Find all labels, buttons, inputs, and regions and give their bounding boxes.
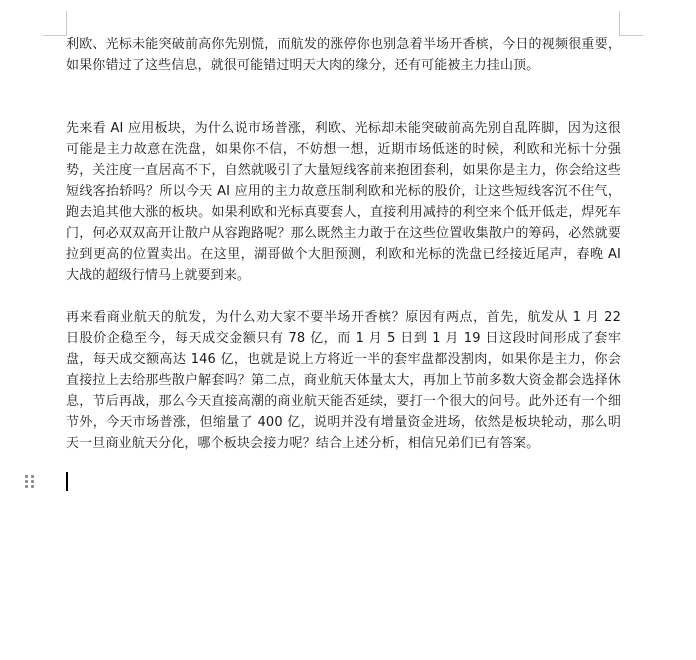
page-corner-mark-top-right-horizontal xyxy=(619,35,643,36)
paragraph-aerospace-sector[interactable]: 再来看商业航天的航发，为什么劝大家不要半场开香槟？原因有两点，首先，航发从 1 月 22 日股价企稳至今，每天成交金额只有 78 亿，而 1 月 5 日到 1 月 19 日这段时间形成了套牢盘，每天成交额高达 146 亿，也就是说上方将近一半的套牢盘都没割肉，如果你是主力，你会直接拉上去给那些散户解套吗？第二点，商业航天体量太大，再加上节前多数大资金都会选择休息，节后再战，那么今天直接高潮的商业航天能否延续，要打一个很大的问号。此外还有一个细节外，今天市场普涨，但缩量了 400 亿，说明并没有增量资金进场，依然是板块轮动，那么明天一旦商业航天分化，哪个板块会接力呢？结合上述分析，相信兄弟们已有答案。 xyxy=(66,310,621,451)
text-cursor xyxy=(66,472,68,491)
page-corner-mark-top-left xyxy=(66,11,67,36)
drag-handle-icon[interactable] xyxy=(24,474,36,490)
document-body[interactable] xyxy=(66,34,621,454)
empty-line xyxy=(66,76,621,118)
paragraph-ai-sector[interactable]: 先来看 AI 应用板块，为什么说市场普涨，利欧、光标却未能突破前高先别自乱阵脚，因为这很可能是主力故意在洗盘，如果你不信，不妨想一想，近期市场低迷的时候，利欧和光标十分强势，关注度一直居高不下，自然就吸引了大量短线客前来抱团套利，如果你是主力，你会给这些短线客抬轿吗？所以今天 AI 应用的主力故意压制利欧和光标的股价，让这些短线客沉不住气，跑去追其他大涨的板块。如果利欧和光标真要套人，直接利用减持的利空来个低开低走，焊死车门，何必双双高开让散户从容跑路呢？那么既然主力敢于在这些位置收集散户的筹码，必然就要拉到更高的位置卖出。在这里，湖哥做个大胆预测，利欧和光标的洗盘已经接近尾声，春晚 AI 大战的超级行情马上就要到来。 xyxy=(66,121,621,283)
paragraph-intro[interactable]: 利欧、光标未能突破前高你先别慌，而航发的涨停你也别急着半场开香槟，今日的视频很重要，如果你错过了这些信息，就很可能错过明天大肉的缘分，还有可能被主力挂山顶。 xyxy=(66,37,621,73)
page-corner-mark-top-right xyxy=(619,11,620,36)
page-corner-mark-top-left-horizontal xyxy=(43,35,67,36)
empty-line xyxy=(66,286,621,307)
